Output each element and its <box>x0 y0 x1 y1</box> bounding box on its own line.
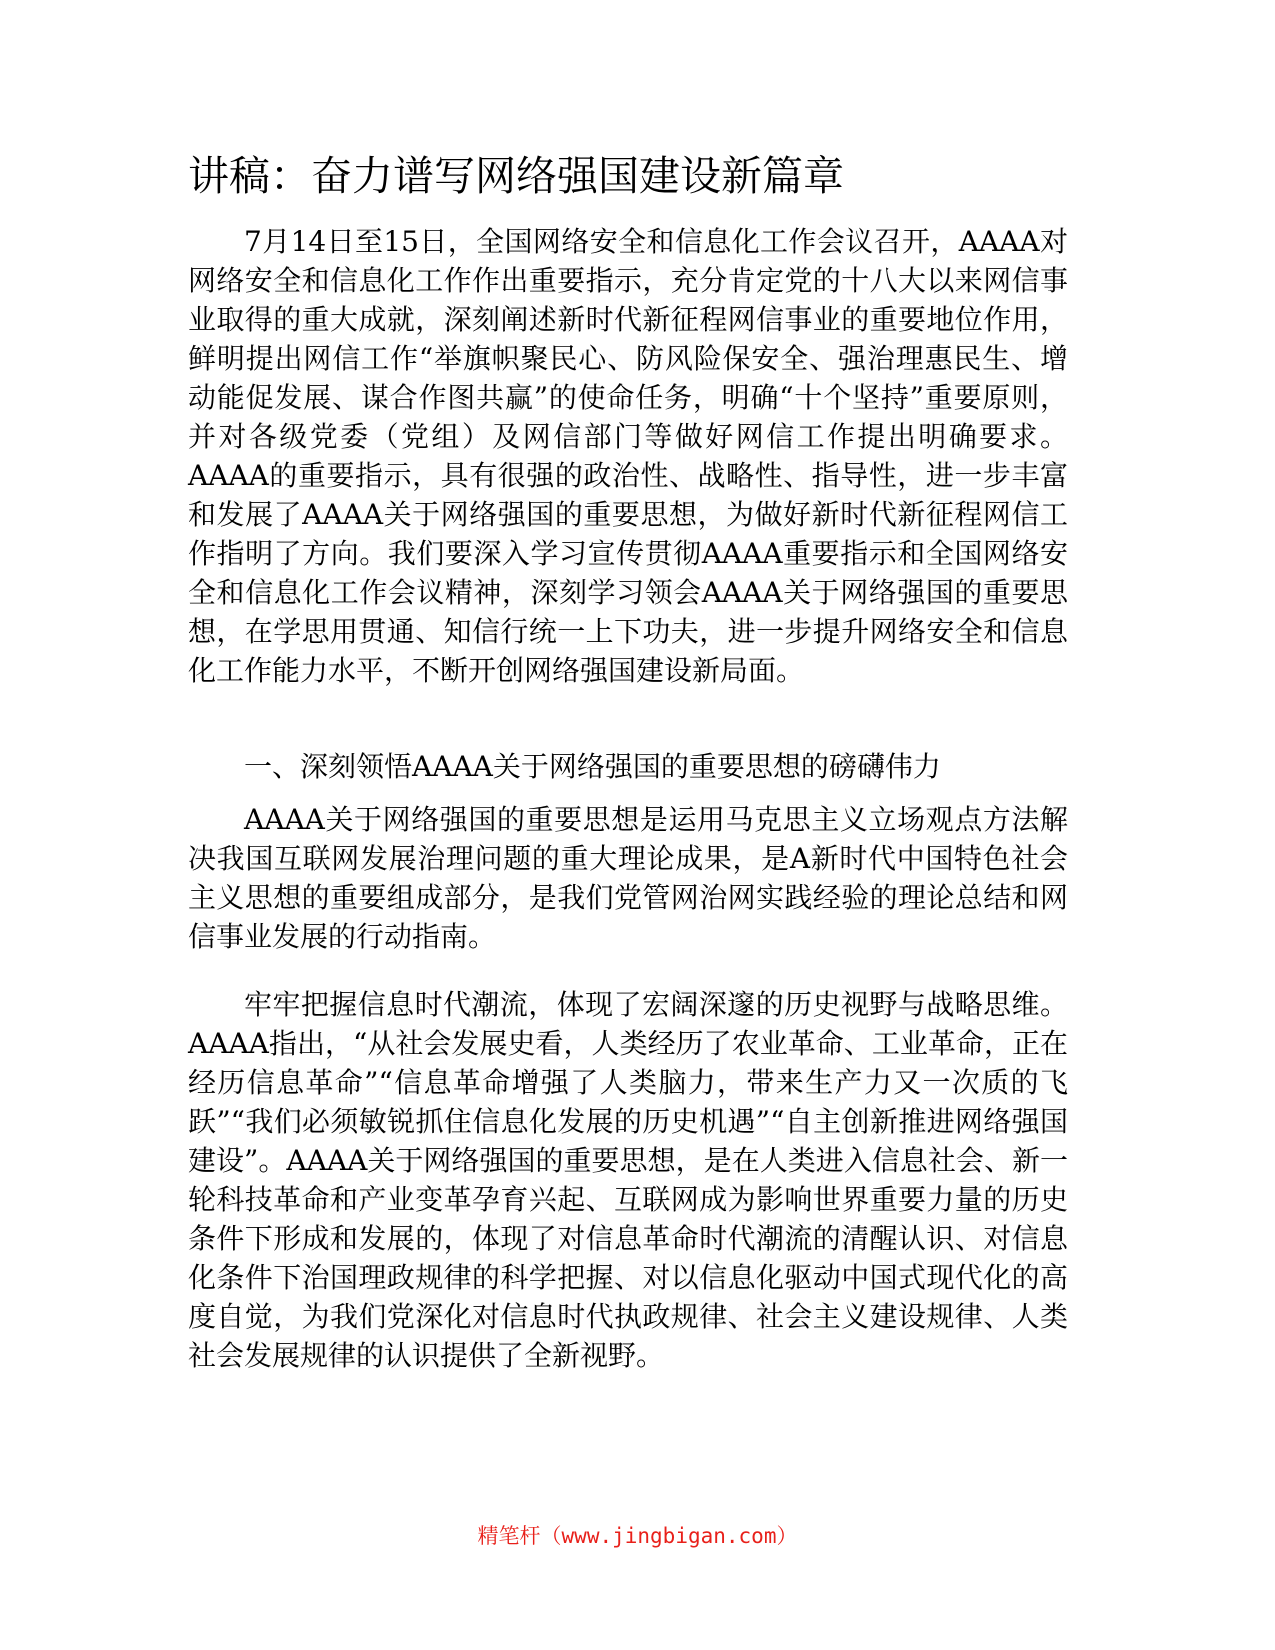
section-heading: 一、深刻领悟AAAA关于网络强国的重要思想的磅礴伟力 <box>244 750 941 783</box>
footer-watermark: 精笔杆（www.jingbigan.com） <box>477 1524 798 1548</box>
intro-paragraph: 7月14日至15日，全国网络安全和信息化工作会议召开，AAAA对网络安全和信息化工作作出重要指示，充分肯定党的十八大以来网信事业取得的重大成就，深刻阐述新时代新征程网信事业的重要地位作用，鲜明提出网信工作“举旗帜聚民心、防风险保安全、强治理惠民生、增动能促发展、谋合作图共赢”的使命任务，明确“十个坚持”重要原则，并对各级党委（党组）及网信部门等做好网信工作提出明确要求。AAAA的重要指示，具有很强的政治性、战略性、指导性，进一步丰富和发展了AAAA关于网络强国的重要思想，为做好新时代新征程网信工作指明了方向。我们要深入学习宣传贯彻AAAA重要指示和全国网络安全和信息化工作会议精神，深刻学习领会AAAA关于网络强国的重要思想，在学思用贯通、知信行统一上下功夫，进一步提升网络安全和信息化工作能力水平，不断开创网络强国建设新局面。 <box>188 225 1068 687</box>
document-title: 讲稿：奋力谱写网络强国建设新篇章 <box>188 152 844 200</box>
body-paragraph: 牢牢把握信息时代潮流，体现了宏阔深邃的历史视野与战略思维。AAAA指出，“从社会发展史看，人类经历了农业革命、工业革命，正在经历信息革命”“信息革命增强了人类脑力，带来生产力又一次质的飞跃”“我们必须敏锐抓住信息化发展的历史机遇”“自主创新推进网络强国建设”。AAAA关于网络强国的重要思想，是在人类进入信息社会、新一轮科技革命和产业变革孕育兴起、互联网成为影响世界重要力量的历史条件下形成和发展的，体现了对信息革命时代潮流的清醒认识、对信息化条件下治国理政规律的科学把握、对以信息化驱动中国式现代化的高度自觉，为我们党深化对信息时代执政规律、社会主义建设规律、人类社会发展规律的认识提供了全新视野。 <box>188 988 1068 1372</box>
body-paragraph: AAAA关于网络强国的重要思想是运用马克思主义立场观点方法解决我国互联网发展治理问题的重大理论成果，是A新时代中国特色社会主义思想的重要组成部分，是我们党管网治网实践经验的理论总结和网信事业发展的行动指南。 <box>188 803 1068 953</box>
